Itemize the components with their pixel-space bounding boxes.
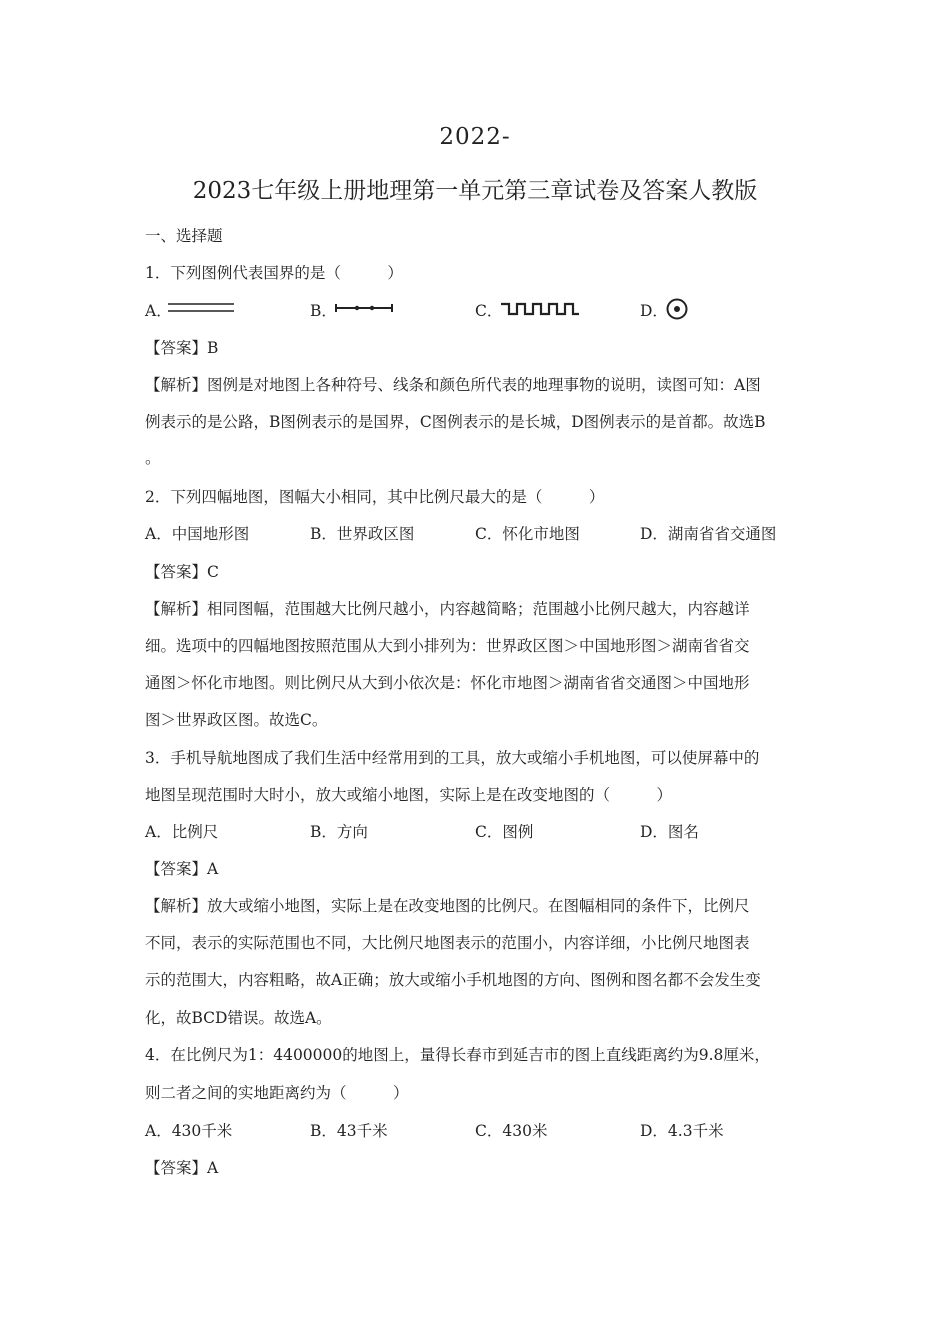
q2-explanation-3: 通图＞怀化市地图。则比例尺从大到小依次是：怀化市地图＞湖南省省交通图＞中国地形 bbox=[145, 674, 750, 692]
q3-option-a: A．比例尺 bbox=[145, 823, 219, 841]
highway-line-icon bbox=[168, 301, 234, 315]
q2-explanation-2: 细。选项中的四幅地图按照范围从大到小排列为：世界政区图＞中国地形图＞湖南省省交 bbox=[145, 637, 750, 655]
q3-stem-2: 地图呈现范围时大时小，放大或缩小地图，实际上是在改变地图的（ ） bbox=[145, 786, 673, 804]
q2-option-d: D．湖南省省交通图 bbox=[640, 525, 777, 543]
q3-answer: 【答案】A bbox=[145, 860, 219, 878]
q3-option-b: B．方向 bbox=[310, 823, 368, 841]
q1-explanation-1: 【解析】图例是对地图上各种符号、线条和颜色所代表的地理事物的说明，读图可知：A图 bbox=[145, 376, 761, 394]
q4-stem-1: 4．在比例尺为1：4400000的地图上，量得长春市到延吉市的图上直线距离约为9.8厘米， bbox=[145, 1046, 770, 1064]
q3-explanation-4: 化，故BCD错误。故选A。 bbox=[145, 1009, 332, 1027]
q1-answer: 【答案】B bbox=[145, 339, 219, 357]
section-heading: 一、选择题 bbox=[145, 227, 223, 245]
q1-option-c: C． bbox=[475, 302, 503, 320]
q1-stem: 1．下列图例代表国界的是（ ） bbox=[145, 264, 403, 282]
q2-option-b: B．世界政区图 bbox=[310, 525, 415, 543]
q4-option-a: A．430千米 bbox=[145, 1122, 233, 1140]
q3-stem-1: 3．手机导航地图成了我们生活中经常用到的工具，放大或缩小手机地图，可以使屏幕中的 bbox=[145, 749, 760, 767]
q3-explanation-2: 不同，表示的实际范围也不同，大比例尺地图表示的范围小，内容详细，小比例尺地图表 bbox=[145, 934, 750, 952]
q1-explanation-3: 。 bbox=[145, 449, 161, 467]
great-wall-icon bbox=[500, 299, 580, 317]
q2-explanation-1: 【解析】相同图幅，范围越大比例尺越小，内容越简略；范围越小比例尺越大，内容越详 bbox=[145, 600, 750, 618]
q4-option-b: B．43千米 bbox=[310, 1122, 388, 1140]
q2-option-c: C．怀化市地图 bbox=[475, 525, 580, 543]
q4-answer: 【答案】A bbox=[145, 1159, 219, 1177]
q2-answer: 【答案】C bbox=[145, 563, 219, 581]
q1-explanation-2: 例表示的是公路，B图例表示的是国界，C图例表示的是长城，D图例表示的是首都。故选B bbox=[145, 413, 766, 431]
q3-option-c: C．图例 bbox=[475, 823, 534, 841]
title-line-1: 2022- bbox=[439, 124, 511, 150]
q2-explanation-4: 图＞世界政区图。故选C。 bbox=[145, 711, 328, 729]
q2-option-a: A．中国地形图 bbox=[145, 525, 250, 543]
q4-option-c: C．430米 bbox=[475, 1122, 548, 1140]
title-line-2: 2023七年级上册地理第一单元第三章试卷及答案人教版 bbox=[192, 178, 758, 204]
q3-explanation-1: 【解析】放大或缩小地图，实际上是在改变地图的比例尺。在图幅相同的条件下，比例尺 bbox=[145, 897, 750, 915]
q4-stem-2: 则二者之间的实地距离约为（ ） bbox=[145, 1084, 409, 1102]
q3-option-d: D．图名 bbox=[640, 823, 699, 841]
q2-stem: 2．下列四幅地图，图幅大小相同，其中比例尺最大的是（ ） bbox=[145, 488, 605, 506]
q1-option-d: D． bbox=[640, 302, 668, 320]
national-border-icon bbox=[335, 302, 393, 314]
q1-option-a: A． bbox=[145, 302, 172, 320]
q1-option-b: B． bbox=[310, 302, 337, 320]
q3-explanation-3: 示的范围大，内容粗略，故A正确；放大或缩小手机地图的方向、图例和图名都不会发生变 bbox=[145, 971, 761, 989]
capital-icon bbox=[665, 297, 689, 321]
q4-option-d: D．4.3千米 bbox=[640, 1122, 724, 1140]
